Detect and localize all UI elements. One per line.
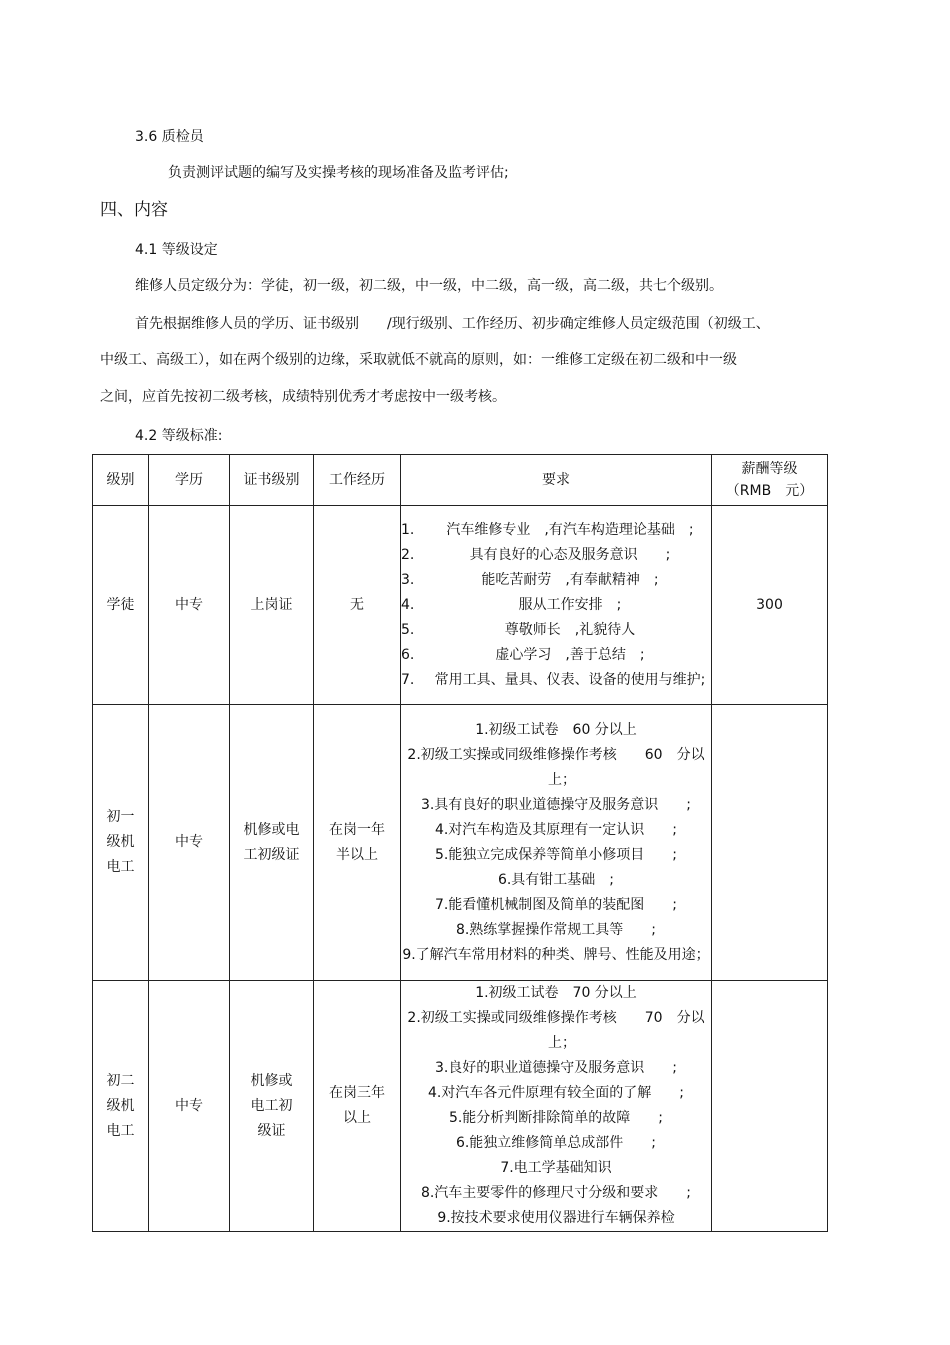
cell-level-line: 初二 xyxy=(106,1072,135,1089)
cell-experience xyxy=(314,705,401,981)
table-row xyxy=(93,705,828,981)
requirement-text: 具有良好的心态及服务意识 ; xyxy=(469,546,671,563)
requirement-item: 8.汽车主要零件的修理尺寸分级和要求 ; xyxy=(420,1185,692,1201)
cell-certificate-line: 级证 xyxy=(257,1122,286,1139)
cell-education: 中专 xyxy=(149,506,230,705)
cell-salary: 300 xyxy=(712,506,828,705)
header-level: 级别 xyxy=(93,455,149,506)
cell-experience-line: 以上 xyxy=(343,1110,371,1126)
cell-experience xyxy=(314,981,401,1232)
cell-experience: 无 xyxy=(314,506,401,705)
requirement-text: 虚心学习 ,善于总结 ; xyxy=(495,646,645,663)
requirement-text: 服从工作安排 ; xyxy=(518,596,622,613)
cell-salary xyxy=(712,981,828,1232)
header-salary-line-2: （RMB 元） xyxy=(725,483,814,499)
section-4-heading: 四、内容 xyxy=(100,200,168,220)
requirement-number: 4. xyxy=(401,596,415,613)
cell-requirements xyxy=(401,506,712,705)
cell-requirements xyxy=(401,705,712,981)
cell-certificate-line: 电工初 xyxy=(250,1097,293,1114)
header-experience: 工作经历 xyxy=(314,455,401,506)
section-4-1-paragraph-1: 维修人员定级分为：学徒，初一级，初二级，中一级，中二级，高一级，高二级，共七个级别。 xyxy=(135,278,723,294)
requirement-item: 3.具有良好的职业道德操守及服务意识 ; xyxy=(420,796,692,813)
requirement-item: 6.具有钳工基础 ; xyxy=(497,871,615,888)
cell-certificate-line: 机修或电 xyxy=(243,821,300,838)
requirement-item: 9.按技术要求使用仪器进行车辆保养检 xyxy=(437,1210,675,1226)
section-4-1-heading: 4.1 等级设定 xyxy=(135,242,218,258)
requirement-item xyxy=(401,543,711,568)
cell-level-line: 电工 xyxy=(106,859,135,875)
cell-certificate-line: 工初级证 xyxy=(243,846,300,863)
cell-requirements xyxy=(401,981,712,1232)
requirement-item: 7.电工学基础知识 xyxy=(500,1160,612,1176)
cell-level: 学徒 xyxy=(93,506,149,705)
requirement-text: 尊敬师长 ,礼貌待人 xyxy=(504,621,636,638)
table-row xyxy=(93,981,828,1232)
requirement-number: 1. xyxy=(401,521,415,538)
cell-level xyxy=(93,705,149,981)
requirement-item: 2.初级工实操或同级维修操作考核 60 分以上； xyxy=(407,746,705,788)
requirement-text: 汽车维修专业 ,有汽车构造理论基础 ; xyxy=(446,521,694,538)
cell-salary xyxy=(712,705,828,981)
requirement-item: 8.熟练掌握操作常规工具等 ; xyxy=(455,921,657,938)
requirement-item xyxy=(401,518,711,543)
cell-certificate: 上岗证 xyxy=(230,506,314,705)
requirement-item xyxy=(401,643,711,668)
requirement-item xyxy=(401,568,711,593)
table-header-row xyxy=(93,455,828,506)
cell-level-line: 初一 xyxy=(106,809,135,825)
section-4-2-heading: 4.2 等级标准: xyxy=(135,428,223,444)
cell-level-line: 级机 xyxy=(106,1097,135,1114)
requirement-item: 9.了解汽车常用材料的种类、牌号、性能及用途； xyxy=(402,946,710,963)
header-salary xyxy=(712,455,828,506)
cell-education: 中专 xyxy=(149,981,230,1232)
requirement-number: 2. xyxy=(401,546,415,563)
cell-experience-line: 半以上 xyxy=(336,846,378,863)
requirement-item: 5.能分析判断排除简单的故障 ; xyxy=(448,1110,664,1126)
header-requirements: 要求 xyxy=(401,455,712,506)
table-row xyxy=(93,506,828,705)
section-4-1-paragraph-2-line-2: 中级工、高级工），如在两个级别的边缘，采取就低不就高的原则，如：一维修工定级在初二级和中一级 xyxy=(100,352,737,368)
cell-level-line: 电工 xyxy=(106,1122,135,1139)
requirement-item: 1.初级工试卷 70 分以上 xyxy=(475,985,637,1001)
requirement-item: 4.对汽车构造及其原理有一定认识 ; xyxy=(434,821,678,838)
requirement-number: 6. xyxy=(401,646,415,663)
requirement-item xyxy=(401,593,711,618)
requirement-item: 7.能看懂机械制图及简单的装配图 ; xyxy=(434,896,678,913)
requirement-item: 5.能独立完成保养等简单小修项目 ; xyxy=(434,846,678,863)
requirement-number: 7. xyxy=(401,671,415,688)
cell-level xyxy=(93,981,149,1232)
requirement-item: 2.初级工实操或同级维修操作考核 70 分以上； xyxy=(407,1010,705,1051)
cell-certificate-line: 机修或 xyxy=(250,1072,293,1089)
requirement-number: 5. xyxy=(401,621,415,638)
requirement-number: 3. xyxy=(401,571,415,588)
section-3-6-heading: 3.6 质检员 xyxy=(135,129,204,145)
section-4-1-paragraph-2-line-1: 首先根据维修人员的学历、证书级别 /现行级别、工作经历、初步确定维修人员定级范围（初级工、 xyxy=(135,316,770,332)
section-4-1-paragraph-2-line-3: 之间，应首先按初二级考核，成绩特别优秀才考虑按中一级考核。 xyxy=(100,389,506,405)
cell-education: 中专 xyxy=(149,705,230,981)
cell-experience-line: 在岗三年 xyxy=(329,1085,385,1101)
requirement-item xyxy=(401,618,711,643)
requirement-text: 常用工具、量具、仪表、设备的使用与维护; xyxy=(434,671,706,688)
requirement-item: 3.良好的职业道德操守及服务意识 ; xyxy=(434,1060,678,1076)
cell-certificate xyxy=(230,705,314,981)
requirement-text: 能吃苦耐劳 ,有奉献精神 ; xyxy=(481,571,659,588)
requirement-item: 1.初级工试卷 60 分以上 xyxy=(475,721,637,738)
cell-certificate xyxy=(230,981,314,1232)
header-education: 学历 xyxy=(149,455,230,506)
section-3-6-body: 负责测评试题的编写及实操考核的现场准备及监考评估; xyxy=(168,165,509,181)
requirement-item xyxy=(401,668,711,693)
cell-experience-line: 在岗一年 xyxy=(329,821,385,838)
cell-level-line: 级机 xyxy=(106,834,135,850)
grade-standard-table xyxy=(92,454,828,1232)
requirement-item: 4.对汽车各元件原理有较全面的了解 ; xyxy=(427,1085,685,1101)
requirement-item: 6.能独立维修简单总成部件 ; xyxy=(455,1135,657,1151)
header-certificate: 证书级别 xyxy=(230,455,314,506)
header-salary-line-1: 薪酬等级 xyxy=(741,461,798,477)
